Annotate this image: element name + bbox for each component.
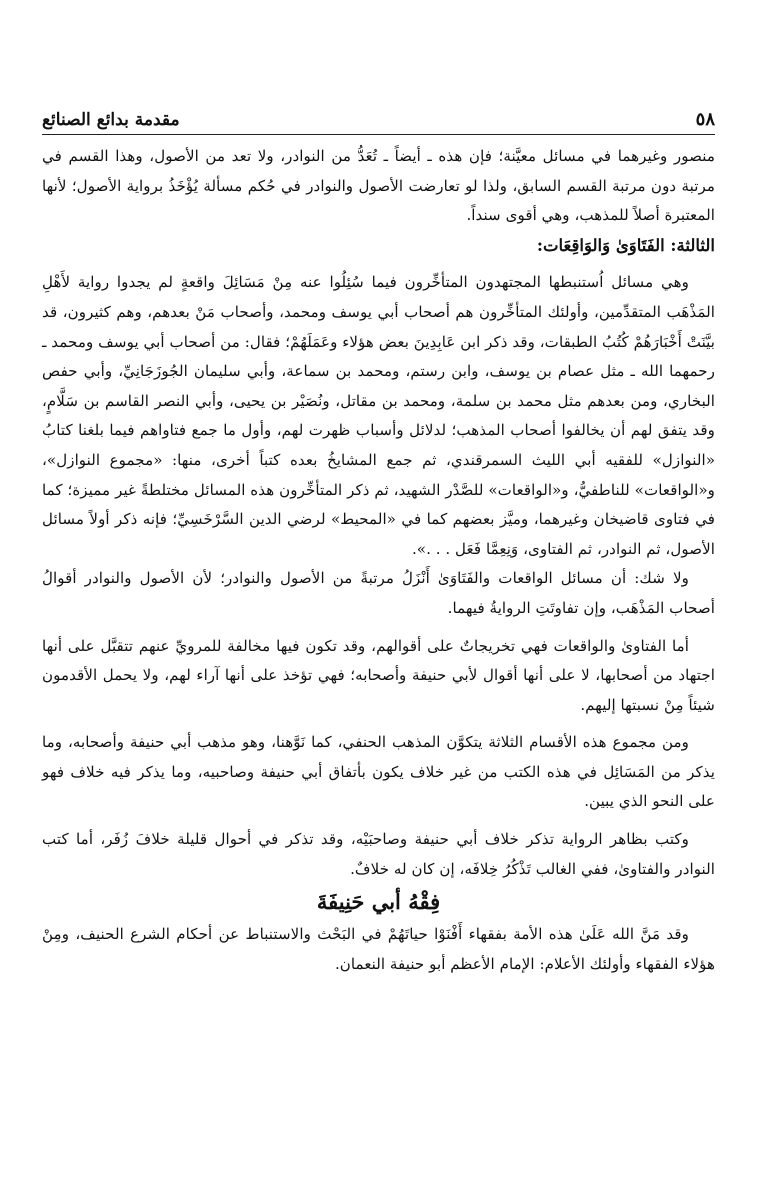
paragraph-7: وقد مَنَّ الله عَلَىٰ هذه الأمة بفقهاء أَفْنَوْا حياتَهُمْ في البَحْث والاستنباط عن أحكام الشرع الحنيف، ومِنْ هؤلاء الفقهاء وأولئك الأعلام: الإمام الأعظم أبو حنيفة النعمان.	[42, 925, 715, 973]
header-rule	[42, 134, 715, 135]
paragraph-4: أما الفتاوىٰ والواقعات فهي تخريجاتٌ على أقوالهم، وقد تكون فيها مخالفة للمرويِّ عنهم تتقبَّل على أنها اجتهاد من أصحابها، لا على أنها أقوال لأبي حنيفة وأصحابه؛ فهي تؤخذ على أنها آراء لهم، ولا يحمل الأقدمون شيئاً مِنْ نسبتها إليهم.	[42, 636, 715, 714]
running-title: مقدمة بدائع الصنائع	[42, 110, 180, 130]
paragraph-1: منصور وغيرهما في مسائل معيَّنة؛ فإن هذه ـ أيضاً ـ تُعَدُّ من النوادر، ولا تعد من الأصول، وهذا القسم في مرتبة دون مرتبة القسم السابق، ولذا لو تعارضت الأصول والنوادر في حُكم مسألة يُؤْخَذُ برواية الأصول؛ لأنها المعتبرة أصلاً للمذهب، وهي أقوى سنداً.	[42, 147, 715, 225]
page-number: ٥٨	[695, 109, 715, 130]
page-header	[42, 100, 715, 130]
paragraph-3: ولا شك: أن مسائل الواقعات والفَتَاوَىٰ أَنْزَلُ مرتبةً من الأصول والنوادر؛ لأن الأصول والنوادر أقوالُ أصحاب المَذْهَب، وإن تفاوتَتِ الروايةُ فيهما.	[42, 569, 715, 617]
subheading-fatawa-waqiat: الثالثة: الفَتَاوَىٰ وَالوَاقِعَات:	[536, 235, 715, 255]
page-body	[42, 142, 715, 979]
section-heading: فِقْهُ أبي حَنِيفَةَ	[316, 889, 441, 915]
paragraph-5: ومن مجموع هذه الأقسام الثلاثة يتكوَّن المذهب الحنفي، كما نَوَّهنا، وهو مذهب أبي حنيفة وأصحابه، وما يذكر من المَسَائِل في هذه الكتب من غير خلاف يكون بأتفاق أبي حنيفة وصاحبيه، وما يذكر فيه خلاف فهو على النحو الذي يبين.	[42, 733, 715, 811]
paragraph-2: وهي مسائل اُستنبطها المجتهدون المتأخِّرون فيما سُئِلُوا عنه مِنْ مَسَائِلَ واقعةٍ لم يجدوا رواية لأَهْلِ المَذْهَب المتقدِّمين، وأولئك المتأخِّرون هم أصحاب أبي يوسف ومحمد، وأصحاب مَنْ بعدهم، وهم كثيرون، قد بيَّنَتْ أَخْبَارَهُمْ كُتُبُ الطبقات، وقد ذكر ابن عَابِدِينَ بعض هؤلاء وعَمَلَهُمْ؛ فقال: من أصحاب أبي يوسف ومحمد ـ رحمهما الله ـ مثل عصام بن يوسف، وابن رستم، ومحمد بن سماعة، وأبي سليمان الجُوزَجَانِيِّ، وأبي حفص البخاري، ومن بعدهم مثل محمد بن سلمة، ومحمد بن مقاتل، ونُصَيْر بن يحيى، وأبي النصر القاسم بن سَلَّامٍ، وقد يتفق لهم أن يخالفوا أصحاب المذهب؛ لدلائل وأسباب ظهرت لهم، وأول ما جمع فتاواهم فيما بلغنا كتابُ «النوازل» للفقيه أبي الليث السمرقندي، ثم جمع المشايخُ بعده كتباً أخرى، منها: «مجموع النوازل»، و«الواقعات» للناطفيُّ، و«الواقعات» للصَّدْر الشهيد، ثم ذكر المتأخِّرون هذه المسائل مختلطةً غير مميزة؛ كما في فتاوى قاضيخان وغيرهما، وميَّز بعضهم كما في «المحيط» لرضي الدين السَّرْخَسِيِّ؛ فإنه ذكر أولاً مسائل الأصول، ثم النوادر، ثم الفتاوى، وَنِعِمَّا فَعَل . . .».	[42, 273, 715, 558]
paragraph-6: وكتب بظاهر الرواية تذكر خلاف أبي حنيفة وصاحبَيْه، وقد تذكر في أحوال قليلة خلافَ زُفَر، أما كتب النوادر والفتاوىٰ، ففي الغالب تَذْكُرُ خِلافَه، إن كان له خلافٌ.	[42, 830, 715, 878]
